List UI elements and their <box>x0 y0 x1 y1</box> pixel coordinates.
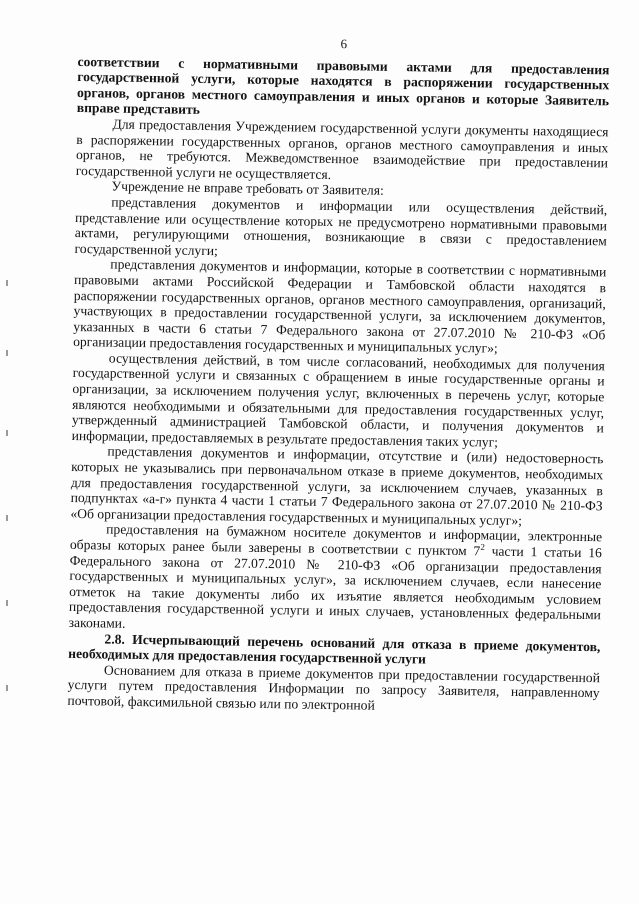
paragraph-documents-not-required: Для предоставления Учреждением государственной услуги документы находящиеся в распоряжении государственных органов, органов местного самоуправления и иных органов, не требуются. Межведомственное взаимодействие при предоставлении государственной услуги не осуществляется. <box>75 116 609 182</box>
paper-superscript: 2 <box>480 541 485 552</box>
section-title: Исчерпывающий перечень оснований для отказа в приеме документов, необходимых для предоставления государственной услуги <box>68 631 601 667</box>
paragraph-item-approvals: осуществления действий, в том числе согласований, необходимых для получения государственной услуги и связанных с обращением в иные государственные органы и организации, за исключением получения услуг, включенных в перечень услуг, которые являются необходимыми и обязательными для предоставления государственных услуг, утвержденный администрацией Тамбовской области, и получения документов и информации, предоставляемых в результате предоставления таких услуг; <box>71 350 605 450</box>
section-number: 2.8. <box>104 631 125 647</box>
paragraph-item-missing-info: представления документов и информации, отсутствие и (или) недостоверность которых не указывались при первоначальном отказе в приеме документов, необходимых для предоставления государственной услуги, за исключением случаев, указанных в подпунктах «а-г» пункта 4 части 1 статьи 7 Федерального закона от 27.07.2010 № 210-ФЗ «Об организации предоставления государственных и муниципальных услуг»; <box>70 443 604 528</box>
paper-text-after: части 1 статьи 16 Федерального закона от 27.07.2010 № 210-ФЗ «Об организации предоставления государственных и муниципальных услуг», за исключением случаев, если нанесение отметок на такие документы либо их изъятие является необходимым условием предоставления государственной услуги и иных случаев, установленных федеральными законами. <box>68 543 603 631</box>
scanned-text-block <box>67 32 610 717</box>
scan-margin-marks <box>6 280 10 700</box>
paragraph-item-paper-documents <box>69 521 603 638</box>
paper-text-before: предоставления на бумажном носителе документов и информации, электронные образы которых ранее были заверены в соответствии с пунктом 7 <box>69 521 603 559</box>
paragraph-item-actions: представления документов и информации или осуществления действий, представление или осуществление которых не предусмотрено нормативными правовыми актами, регулирующими отношения, возникающие в связи с предоставлением государственной услуги; <box>74 194 608 258</box>
intro-heading: соответствии с нормативными правовыми актами для предоставления государственной услуги, которые находятся в распоряжении государственных органов, органов местного самоуправления и иных органов и которые Заявитель вправе представить <box>76 53 610 118</box>
paragraph-refusal-grounds: Основанием для отказа в приеме документов при предоставлении государственной услуги путем предоставления Информации по запросу Заявителя, направленному почтовой, факсимильной связью или по электронной <box>67 662 601 713</box>
page-number: 6 <box>340 36 348 52</box>
paragraph-not-entitled: Учреждение не вправе требовать от Заявителя: <box>111 178 384 199</box>
paragraph-item-documents: представления документов и информации, которые в соответствии с нормативными правовыми актами Российской Федерации и Тамбовской области находятся в распоряжении государственных органов, органов местного самоуправления, организаций, участвующих в предоставлении государственной услуги, за исключением документов, указанных в части 6 статьи 7 Федерального закона от 27.07.2010 № 210-ФЗ «Об организации предоставления государственных и муниципальных услуг»; <box>73 256 607 356</box>
